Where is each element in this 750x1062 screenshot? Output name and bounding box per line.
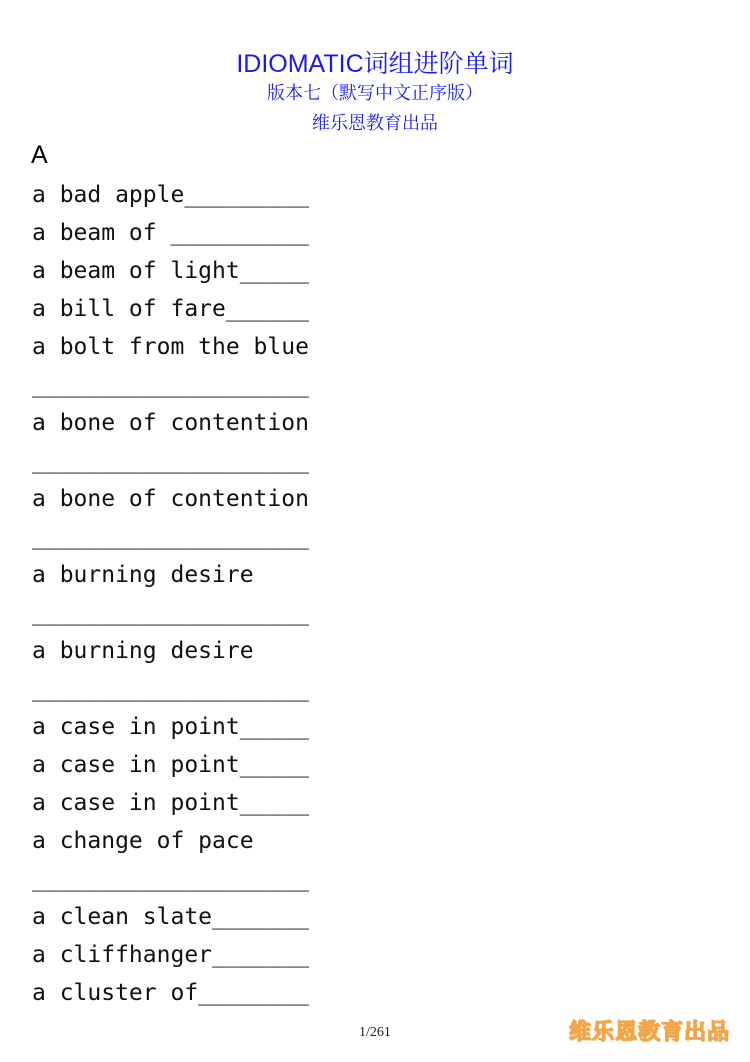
vocabulary-entry: a bone of contention ____________________: [32, 486, 309, 550]
document-subtitle: 版本七（默写中文正序版）: [267, 83, 483, 103]
vocabulary-entry: a case in point_____: [32, 752, 309, 778]
vocabulary-entry: a bone of contention ____________________: [32, 410, 309, 474]
publisher-line: 维乐恩教育出品: [312, 113, 438, 133]
vocabulary-entry: a bolt from the blue ____________________: [32, 334, 309, 398]
vocabulary-entry: a case in point_____: [32, 714, 309, 740]
vocabulary-list: [32, 176, 322, 1012]
vocabulary-entry: a change of pace ____________________: [32, 828, 309, 892]
vocabulary-entry: a beam of __________: [32, 220, 309, 246]
document-title: IDIOMATIC词组进阶单词: [236, 50, 514, 78]
vocabulary-entry: a bad apple_________: [32, 182, 309, 208]
section-letter: A: [31, 141, 48, 169]
vocabulary-entry: a burning desire ____________________: [32, 638, 309, 702]
vocabulary-entry: a cluster of________: [32, 980, 309, 1006]
vocabulary-entry: a case in point_____: [32, 790, 309, 816]
vocabulary-entry: a cliffhanger_______: [32, 942, 309, 968]
vocabulary-entry: a beam of light_____: [32, 258, 309, 284]
page-number: 1/261: [359, 1025, 391, 1040]
vocabulary-entry: a bill of fare______: [32, 296, 309, 322]
watermark-logo: 维乐恩教育出品: [568, 1019, 730, 1044]
vocabulary-entry: a burning desire ____________________: [32, 562, 309, 626]
vocabulary-entry: a clean slate_______: [32, 904, 309, 930]
